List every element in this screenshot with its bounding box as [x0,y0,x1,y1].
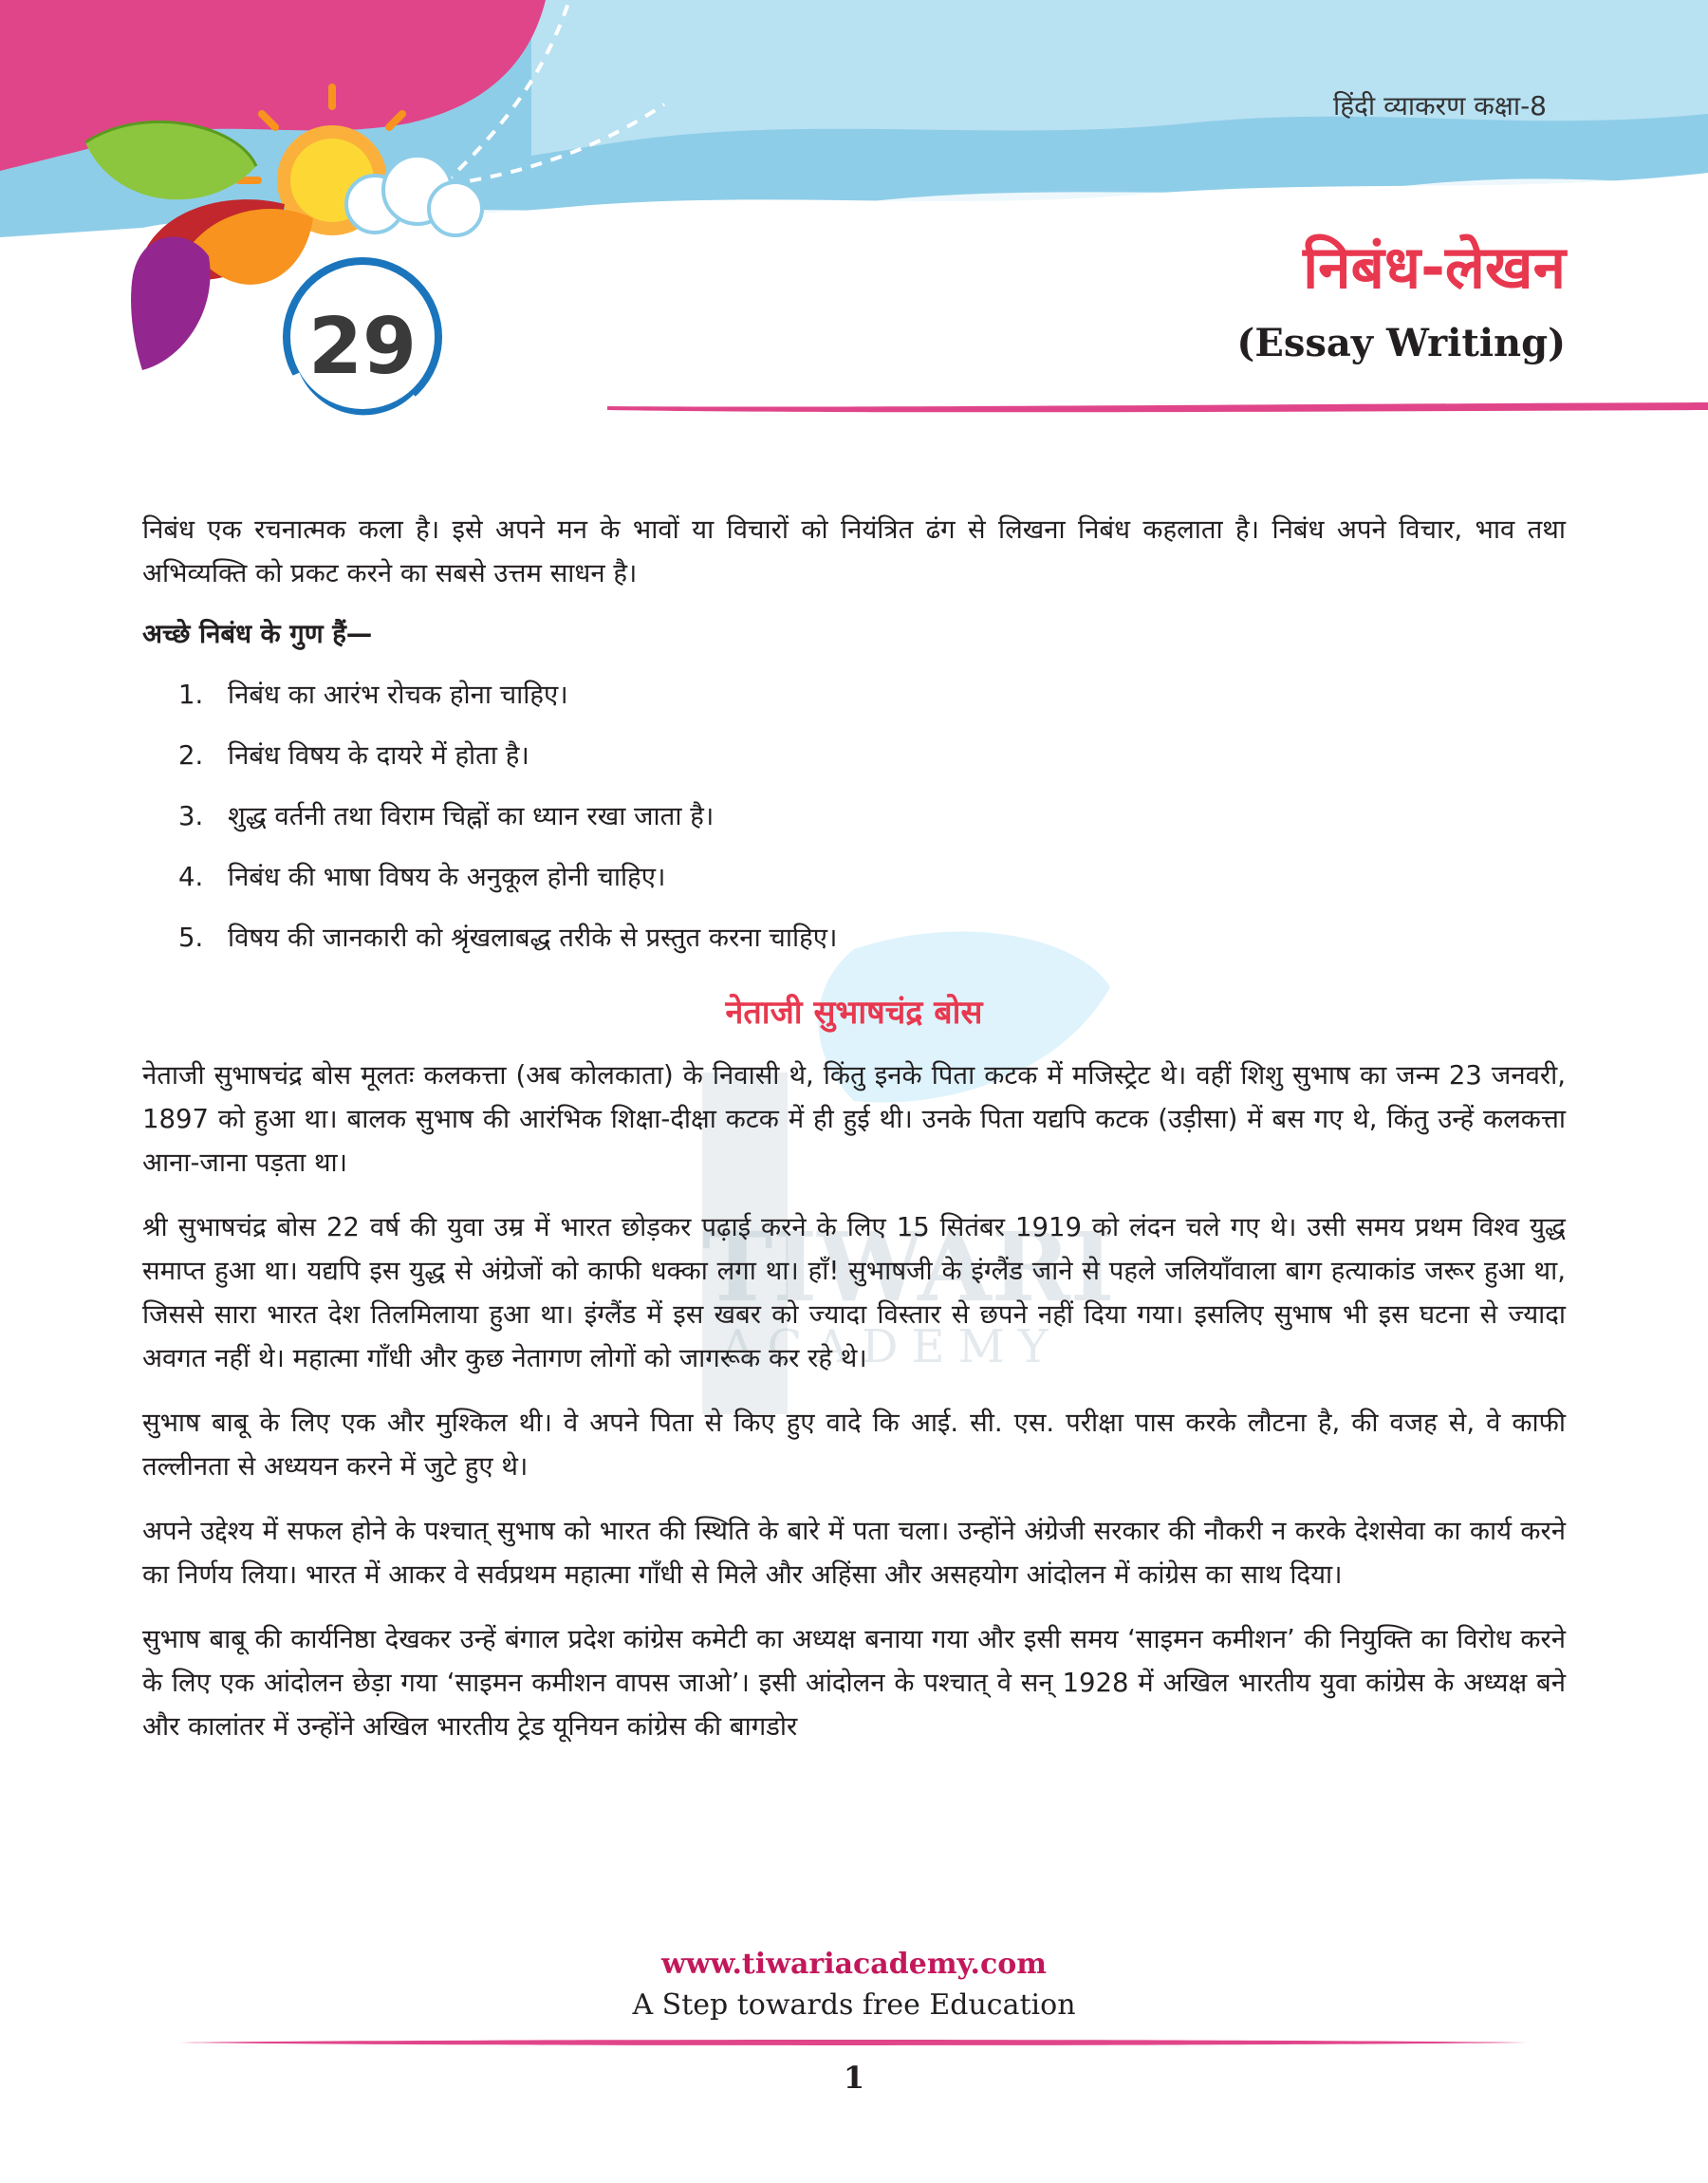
watermark-text: TIWARI [702,1211,1115,1323]
page-content [142,508,1566,1769]
essay-paragraph: सुभाष बाबू की कार्यनिष्ठा देखकर उन्हें बंगाल प्रदेश कांग्रेस कमेटी का अध्यक्ष बनाया गया और इसी समय ‘साइमन कमीशन’ की नियुक्ति का विरोध करने के लिए एक आंदोलन छेड़ा गया ‘साइमन कमीशन वापस जाओ’। इसी आंदोलन के पश्चात् वे सन् 1928 में अखिल भारतीय युवा कांग्रेस के अध्यक्ष बने और कालांतर में उन्होंने अखिल भारतीय ट्रेड यूनियन कांग्रेस की बागडोर [142,1624,1566,1742]
list-item: 2. निबंध विषय के दायरे में होता है। [178,740,529,771]
chapter-number: 29 [307,302,418,392]
list-item: 1. निबंध का आरंभ रोचक होना चाहिए। [178,680,568,710]
essay-paragraph: नेताजी सुभाषचंद्र बोस मूलतः कलकत्ता (अब कोलकाता) के निवासी थे, किंतु इनके पिता कटक में मजिस्ट्रेट थे। वहीं शिशु सुभाष का जन्म 23 जनवरी, 1897 को हुआ था। बालक सुभाष की आरंभिक शिक्षा-दीक्षा कटक में ही हुई थी। उनके पिता यद्यपि कटक (उड़ीसा) में बस गए थे, किंतु उन्हें कलकत्ता आना-जाना पड़ता था। [142,1060,1566,1178]
qualities-list [142,664,1566,968]
chapter-subtitle: (Essay Writing) [1236,321,1566,365]
list-item: 3. शुद्ध वर्तनी तथा विराम चिह्नों का ध्यान रखा जाता है। [178,801,715,831]
essay-paragraph: श्री सुभाषचंद्र बोस 22 वर्ष की युवा उम्र में भारत छोड़कर पढ़ाई करने के लिए 15 सितंबर 1919 को लंदन चले गए थे। उसी समय प्रथम विश्व युद्ध समाप्त हुआ था। यद्यपि इस युद्ध से अंग्रेजों को काफी धक्का लगा था। हाँ! सुभाषजी के इंग्लैंड जाने से पहले जलियाँवाला बाग हत्याकांड जरूर हुआ था, जिससे सारा भारत देश तिलमिलाया हुआ था। इंग्लैंड में इस खबर को ज्यादा विस्तार से छपने नहीं दिया गया। इसलिए सुभाष भी इस घटना से ज्यादा अवगत नहीं थे। महात्मा गाँधी और कुछ नेतागण लोगों को जागरूक कर रहे थे। [142,1212,1566,1373]
list-item: 5. विषय की जानकारी को श्रृंखलाबद्ध तरीके से प्रस्तुत करना चाहिए। [178,923,838,953]
header-banner-art [0,0,1708,437]
qualities-heading: अच्छे निबंध के गुण हैं— [142,619,373,649]
book-title: हिंदी व्याकरण कक्षा-8 [1332,90,1547,121]
list-item: 4. निबंध की भाषा विषय के अनुकूल होनी चाहिए। [178,862,666,892]
footer-divider [180,2036,1528,2049]
page-number: 1 [843,2060,865,2096]
essay-title: नेताजी सुभाषचंद्र बोस [725,994,983,1032]
essay-paragraph: सुभाष बाबू के लिए एक और मुश्किल थी। वे अपने पिता से किए हुए वादे कि आई. सी. एस. परीक्षा पास करके लौटना है, की वजह से, वे काफी तल्लीनता से अध्ययन करने में जुटे हुए थे। [142,1408,1566,1482]
watermark-subtext: ACADEMY [721,1320,1062,1373]
essay-paragraph: अपने उद्देश्य में सफल होने के पश्चात् सुभाष को भारत की स्थिति के बारे में पता चला। उन्होंने अंग्रेजी सरकार की नौकरी न करके देशसेवा का कार्य करने का निर्णय लिया। भारत में आकर वे सर्वप्रथम महात्मा गाँधी से मिले और अहिंसा और असहयोग आंदोलन में कांग्रेस का साथ दिया। [142,1516,1566,1590]
footer-tagline: A Step towards free Education [632,1988,1076,2022]
chapter-title: निबंध-लेखन [1303,233,1566,302]
footer-url[interactable]: www.tiwariacademy.com [660,1948,1048,1981]
intro-paragraph: निबंध एक रचनात्मक कला है। इसे अपने मन के भावों या विचारों को नियंत्रित ढंग से लिखना निबंध कहलाता है। निबंध अपने विचार, भाव तथा अभिव्यक्ति को प्रकट करने का सबसे उत्तम साधन है। [142,514,1566,588]
